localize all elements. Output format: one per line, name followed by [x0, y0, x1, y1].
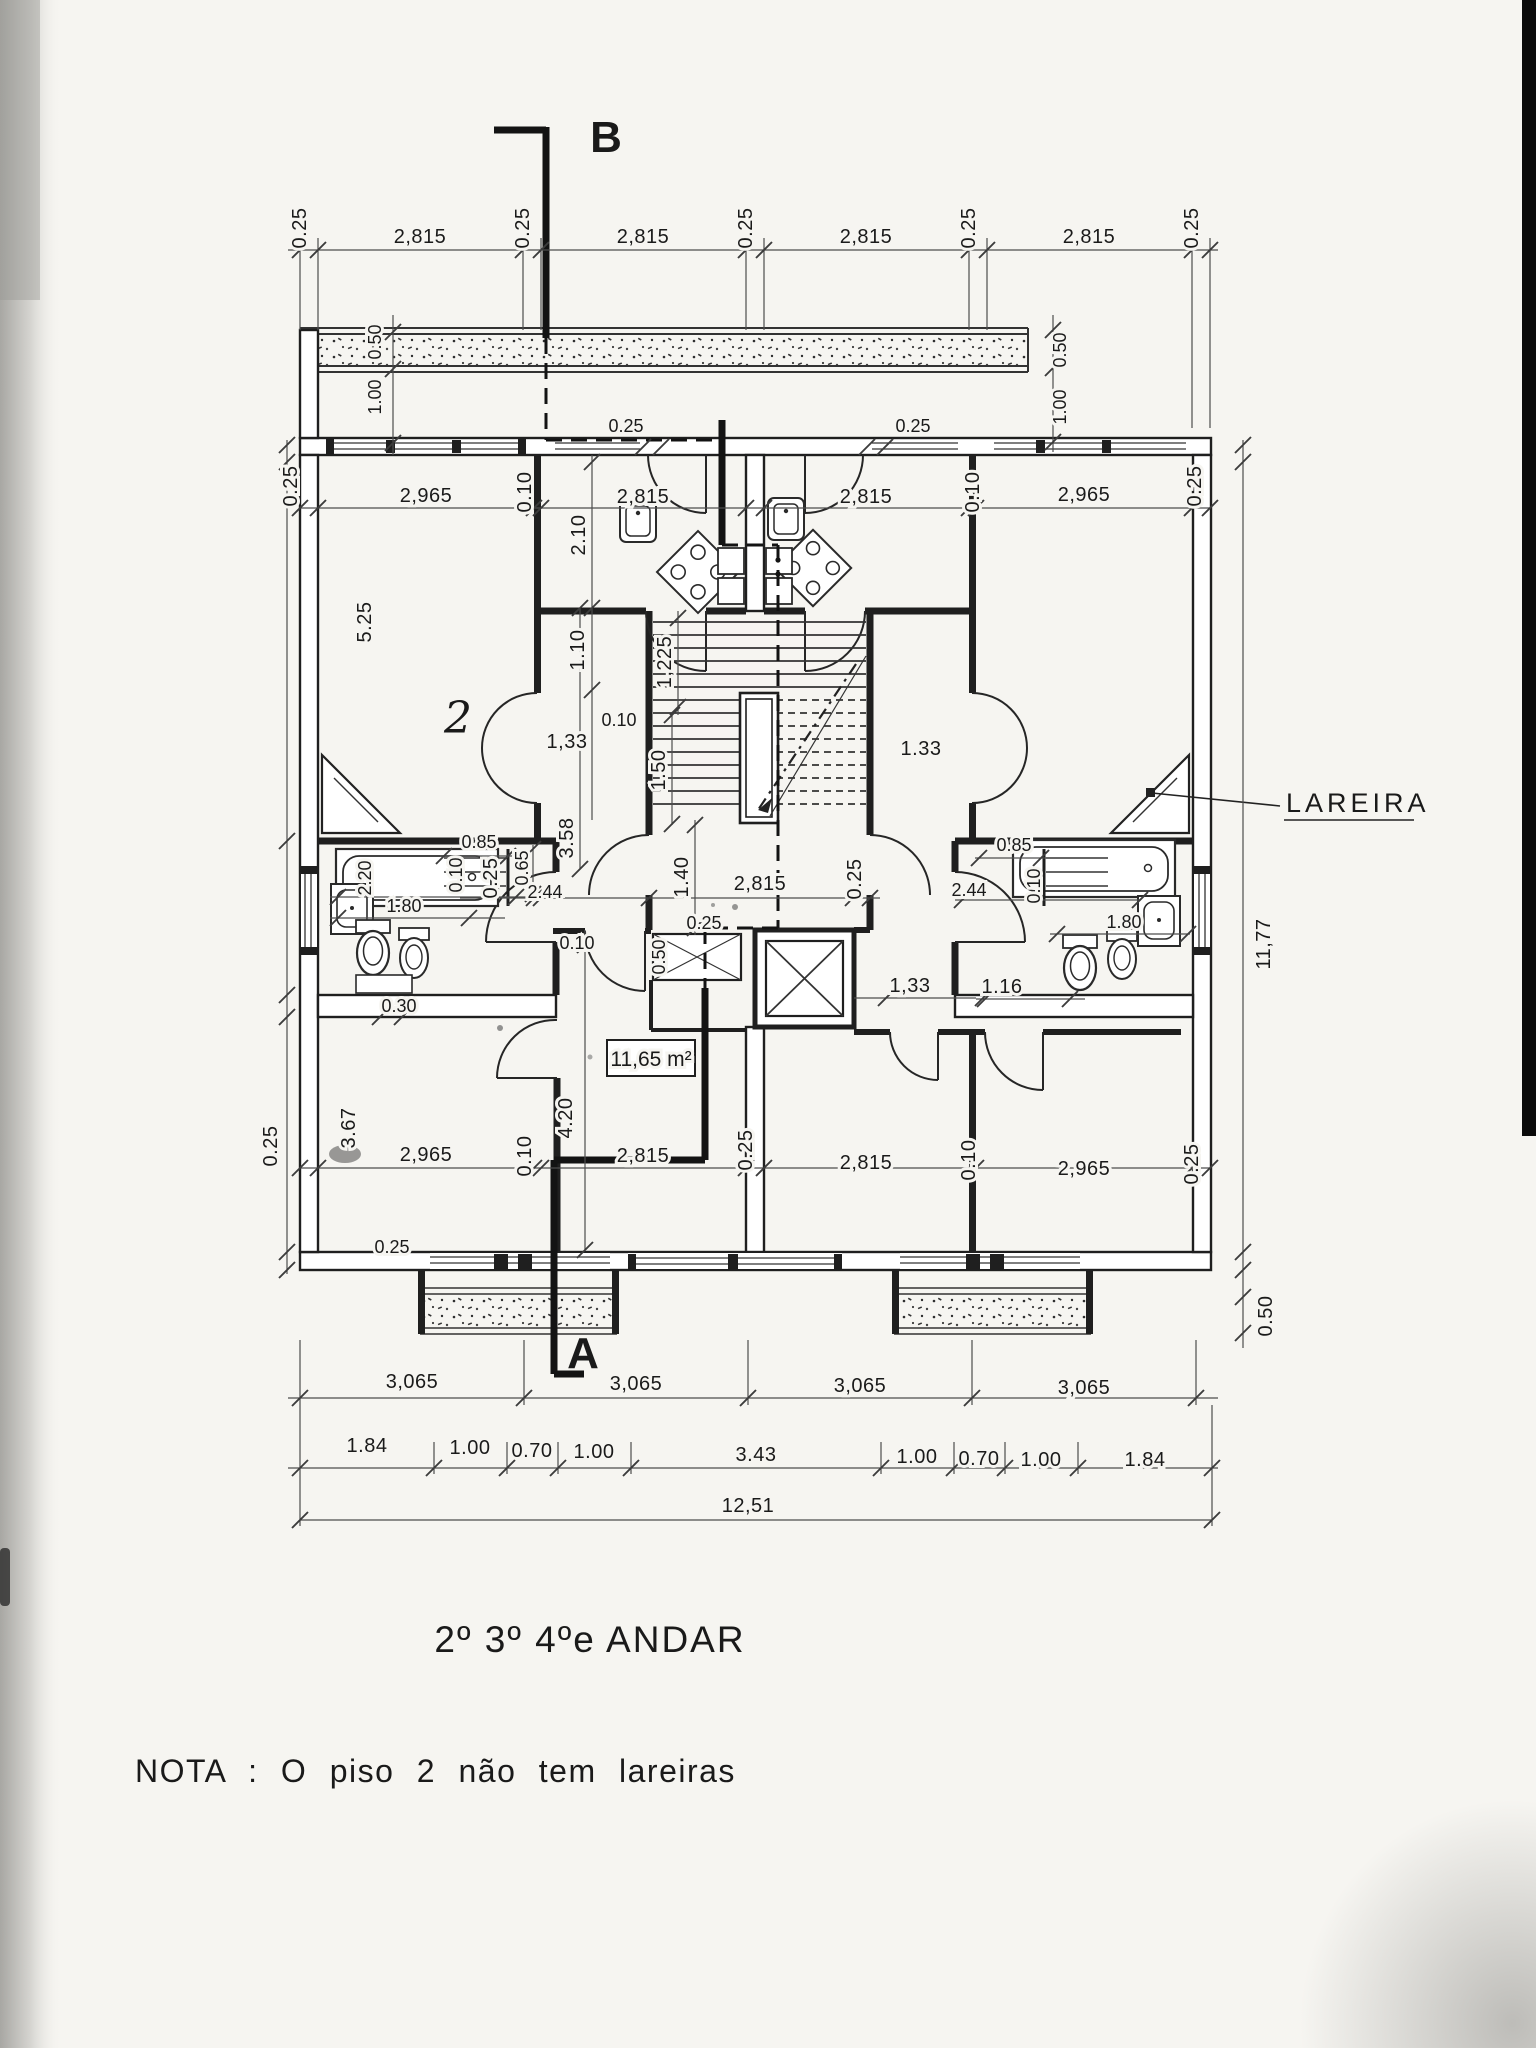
dim-label: 0.25	[958, 207, 980, 249]
section-marker-b: B	[590, 113, 622, 162]
dim-label: 2.44	[527, 882, 563, 902]
staircase	[653, 622, 866, 823]
dim-label: 0.70	[511, 1440, 553, 1462]
dim-label: 0.25	[1181, 207, 1203, 249]
dim-label: 0.25	[608, 416, 644, 436]
dim-label: 2,815	[616, 1145, 670, 1167]
dim-label: 0.10	[514, 1135, 536, 1177]
top-balcony	[302, 336, 1026, 365]
bath-left-south-wall	[318, 995, 556, 1017]
dim-label: 3.67	[338, 1107, 360, 1149]
dim-label: 2.10	[568, 514, 590, 556]
dim-label: 0.10	[514, 471, 536, 513]
dim-label: 0.25	[1184, 465, 1206, 507]
dim-label: 1.80	[1106, 912, 1142, 932]
dim-label: 12,51	[721, 1495, 775, 1517]
dim-label: 1.00	[365, 379, 385, 415]
dim-label: 0.65	[512, 850, 532, 886]
dim-label: 1.33	[900, 738, 942, 760]
dim-label: 0.10	[958, 1139, 980, 1181]
dim-label: 2,965	[399, 1144, 453, 1166]
bottom-left-balcony	[422, 1296, 615, 1327]
dim-label: 2,815	[733, 873, 787, 895]
dim-label: 2,815	[839, 226, 893, 248]
bottom-right-balcony	[896, 1296, 1089, 1327]
dim-label: 2,815	[839, 486, 893, 508]
dim-label: 0.25	[512, 207, 534, 249]
dim-label: 0.10	[601, 710, 637, 730]
section-marker-a: A	[567, 1329, 599, 1378]
room-area-label: 11,65 m²	[610, 1048, 692, 1071]
dim-label: 0.10	[962, 471, 984, 513]
dim-label: 0.10	[1024, 868, 1044, 904]
dim-label: 5.25	[354, 601, 376, 643]
dim-label: 3.58	[556, 817, 578, 859]
dim-label: 1.80	[386, 896, 422, 916]
dim-label: 0.85	[461, 832, 497, 852]
dim-label: 1.50	[648, 749, 670, 791]
floor-title: 2º 3º 4ºe ANDAR	[434, 1619, 746, 1660]
dim-label: 3,065	[385, 1371, 439, 1393]
dim-label: 0.50	[649, 939, 669, 975]
dim-label: 1.16	[981, 976, 1023, 998]
bath-right-south-wall	[955, 995, 1193, 1017]
dim-label: 0.10	[446, 857, 466, 893]
dim-label: 0.25	[735, 207, 757, 249]
kitchen-fixtures	[620, 498, 851, 613]
dim-label: 3.43	[735, 1444, 777, 1466]
dim-label: 0.25	[280, 465, 302, 507]
dim-label: 0.25	[480, 857, 502, 899]
dim-label: 0.50	[1255, 1295, 1277, 1337]
dim-label: 2.44	[951, 880, 987, 900]
dim-label: 0.25	[895, 416, 931, 436]
dim-label: 0.70	[958, 1448, 1000, 1470]
dim-label: 1.40	[671, 856, 693, 898]
dim-label: 0.25	[735, 1129, 757, 1171]
dim-label: 1.10	[567, 629, 589, 671]
dim-label: 3,065	[833, 1375, 887, 1397]
dim-label: 0.50	[365, 324, 385, 360]
dim-label: 4.20	[555, 1097, 577, 1139]
dim-label: 1,33	[546, 731, 588, 753]
dim-label: 2,815	[616, 486, 670, 508]
dim-label: 2,815	[616, 226, 670, 248]
dim-label: 1.00	[573, 1441, 615, 1463]
dim-label: 1.84	[1124, 1449, 1166, 1471]
dim-label: 0.25	[289, 207, 311, 249]
section-line	[494, 127, 781, 1374]
dim-label: 2,965	[1057, 1158, 1111, 1180]
note-text: NOTA : O piso 2 não tem lareiras	[135, 1753, 736, 1789]
dim-label: 2,965	[1057, 484, 1111, 506]
dim-label: 2,815	[393, 226, 447, 248]
dim-label: 1.00	[1050, 389, 1070, 425]
dim-label: 0.30	[381, 996, 417, 1016]
dim-label: 0.10	[559, 933, 595, 953]
dim-label: 0.25	[844, 858, 866, 900]
dim-label: 0.50	[1050, 332, 1070, 368]
dim-label: 2,815	[839, 1152, 893, 1174]
fireplace-left	[322, 755, 400, 833]
dim-label: 1.84	[346, 1435, 388, 1457]
dim-label: 1,33	[889, 975, 931, 997]
dim-label: 2,965	[399, 485, 453, 507]
dim-label: 0.85	[996, 835, 1032, 855]
dim-label: 1.00	[449, 1437, 491, 1459]
dim-label: 1,225	[654, 635, 676, 689]
dim-label: 0.25	[260, 1125, 282, 1167]
dim-label: 0.25	[374, 1237, 410, 1257]
elevator	[653, 930, 854, 1027]
lareira-label: LAREIRA	[1286, 788, 1430, 818]
dim-label: 1.00	[1020, 1449, 1062, 1471]
dim-label: 1.00	[896, 1446, 938, 1468]
dim-label: 11,77	[1253, 918, 1275, 970]
kitchen-party-wall	[746, 455, 764, 611]
handwritten-mark: 2	[444, 693, 472, 744]
dim-label: 0.25	[686, 913, 722, 933]
dim-label: 3,065	[609, 1373, 663, 1395]
dim-label: 0.25	[1181, 1143, 1203, 1185]
dim-label: 2.20	[355, 860, 375, 896]
dim-label: 2,815	[1062, 226, 1116, 248]
dim-label: 3,065	[1057, 1377, 1111, 1399]
